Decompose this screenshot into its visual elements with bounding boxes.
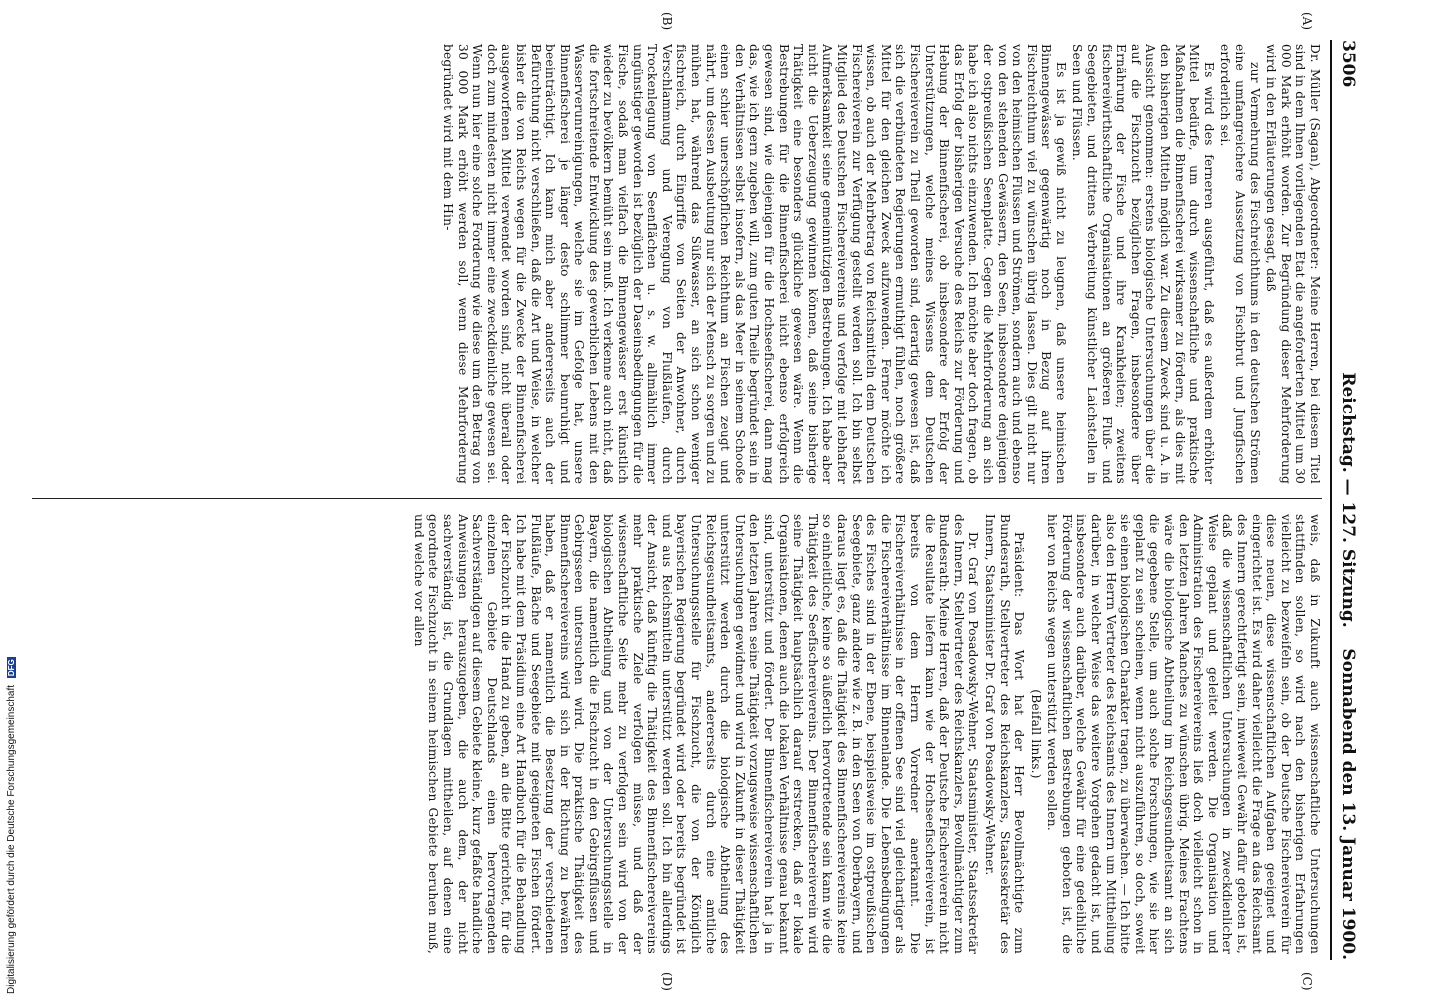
- paragraph: weis, daß in Zukunft auch wissenschaftliche Untersuchungen stattfinden sollen, so wird nach den bisherigen Erfahrungen vielleicht zu bezweifeln sein, ob der Deutsche Fischereiverein für diese neuen, diese wissenschaftlichen Aufgaben geeignet und eingerichtet ist. Es wird daher vielleicht die Frage an das Reichsamt des Innern gerechtfertigt sein, inwieweit Gewähr dafür geboten ist, daß die wissenschaftlichen Untersuchungen in zweckdienlicher Weise geplant und geleitet werden. Die Organisation und Administration des Fischereivereins ließ doch vielleicht schon in den letzten Jahren Manches zu wünschen übrig. Meines Erachtens wäre die biologische Abtheilung im Reichsgesundheitsamt an sich die gegebene Stelle, um auch solche Forschungen, wie sie hier geplant zu sein scheinen, wenn nicht auszuführen, so doch, soweit sie einen biologischen Charakter tragen, zu überwachen. — Ich bitte also den Herrn Vertreter des Reichsamts des Innern um Mittheilung darüber, in welcher Weise das weitere Vorgehen gedacht ist, und insbesondere auch darüber, welche Gewähr für eine gedeihliche Förderung der wissenschaftlichen Bestrebungen geboten ist, die hier von Reichs wegen unterstützt werden sollen.: [1045, 514, 1322, 954]
- applause-note: (Beifall links.): [1028, 689, 1043, 779]
- margin-marker-b: (B): [660, 12, 674, 31]
- dfg-logo-icon: DFG: [7, 659, 16, 677]
- paragraph: Es wird des ferneren ausgeführt, daß es außerdem erhöhter Mittel bedürfe, um durch wissenschaftliche und praktische Maßnahmen die Binnenfischerei wirksamer zu fördern, als dies mit den bisherigen Mitteln möglich war. Zu diesem Zweck sind u. A. in Aussicht genommen: erstens biologische Untersuchungen über die auf die Fischzucht bezüglichen Fragen, insbesondere über Ernährung der Fische und ihre Krankheiten; zweitens fischereiwirthschaftliche Organisationen an größeren Fluß- und Seegebieten, und drittens Verbreitung künstlicher Laichstellen in Seen und Flüssen.: [1070, 44, 1216, 484]
- paragraph: zur Vermehrung des Fischreichthums in den deutschen Strömen eine umfangreichere Aussetzung von Fischbrut und Jungfischen erforderlich sei.: [1218, 44, 1262, 484]
- margin-marker-a: (A): [1300, 12, 1314, 31]
- margin-marker-d: (D): [660, 972, 674, 991]
- page-header: [1330, 40, 1362, 960]
- paragraph: Dr. Müller (Sagan), Abgeordneter: Meine Herren, bei diesem Titel sind in dem Ihnen vorliegenden Etat die angeforderten Mittel um 30 000 Mark erhöht worden. Zur Begründung dieser Mehrforderung wird in den Erläuterungen gesagt, daß: [1264, 44, 1322, 484]
- column-divider: [32, 498, 1322, 499]
- paragraph: Präsident: Das Wort hat der Herr Bevollmächtigte zum Bundesrath, Stellvertreter des Reichskanzlers, Staatssekretär des Innern, Staatsminister Dr. Graf von Posadowsky-Wehner.: [982, 514, 1027, 954]
- paragraph: Es ist ja gewiß nicht zu leugnen, daß unsere heimischen Binnengewässer gegenwärtig noch in Bezug auf ihren Fischreichthum viel zu wünschen übrig lassen. Dies gilt nicht nur von den heimischen Flüssen und Strömen, sondern auch und ebenso von den stehenden Gewässern, den Seen, insbesondere denjenigen der ostpreußischen Seenplatte. Gegen die Mehrforderung an sich habe ich also nichts einzuwenden. Ich möchte aber doch fragen, ob das Erfolg der bisherigen Versuche des Reichs zur Förderung und Hebung der Binnenfischerei, ob insbesondere der Erfolg der Unterstützungen, welche meines Wissens dem Deutschen Fischereiverein zu Theil geworden sind, derartig gewesen ist, daß sich die verbündeten Regierungen ermuthigt fühlen, noch größere Mittel für den gleichen Zweck aufzuwenden. Ferner möchte ich wissen, ob auch der Mehrbetrag von Reichsmitteln dem Deutschen Fischereiverein zur Verfügung gestellt werden soll. Ich bin selbst Mitglied des Deutschen Fischereivereins und verfolge mit lebhafter Aufmerksamkeit seine gemeinnützigen Bestrebungen. Ich habe aber nicht die Ueberzeugung gewinnen können, daß seine bisherige Thätigkeit eine besonders glückliche gewesen wäre. Wenn die Bestrebungen für die Binnenfischerei nicht ebenso erfolgreich gewesen sind, wie diejenigen für die Hochseefischerei, dann mag das, wie ich gern zugeben will, zum guten Theile begründet sein in den Verhältnissen selbst insofern, als das Meer in seinem Schooße einen schier unerschöpflichen Reichthum an Fischen zeugt und nährt, um dessen Ausbeutung nur sich der Mensch zu sorgen und zu mühen hat, während das Süßwasser, an sich schon weniger fischreich, durch Eingriffe von Seiten der Anwohner, durch Verschlammung und Verengung von Flußläufen, durch Trockenlegung von Seenflächen u. s. w. allmählich immer ungünstiger geworden ist bezüglich der Daseinsbedingungen für die Fische, sodaß man vielfach die Binnengewässer erst künstlich wieder zu bevölkern bemüht sein muß. Ich verkenne auch nicht, daß die fortschreitende Entwicklung des gewerblichen Lebens mit den Wasserverunreinigungen, welche sie im Gefolge hat, unsere Binnenfischerei je länger desto schlimmer beunruhigt und beeinträchtigt. Ich kann mich aber andererseits auch der Befürchtung nicht verschließen, daß die Art und Weise, in welcher bisher die von Reichs wegen für die Zwecke der Binnenfischerei ausgeworfenen Mittel verwendet worden sind, nicht überall oder doch zum mindesten nicht immer eine zweckdienliche gewesen sei. Wenn nun hier eine solche Forderung wie diese um den Betrag von 30 000 Mark erhöht werden soll, wenn diese Mehrforderung begründet wird mit dem Hin-: [440, 44, 1068, 484]
- paragraph: Dr. Graf von Posadowsky-Wehner, Staatsminister, Staatssekretär des Innern, Stellvertreter des Reichskanzlers, Bevollmächtigter zum Bundesrath: Meine Herren, daß der Deutsche Fischereiverein nicht die Resultate liefern kann wie der Hochseefischereiverein, ist bereits von dem Herrn Vorredner anerkannt. Die Fischereiverhältnisse in der offenen See sind viel gleichartiger als die Fischereiverhältnisse im Binnenlande. Die Lebensbedingungen des Fisches sind in der Ebene, beispielsweise im ostpreußischen Seegebiete, ganz andere wie z. B. in den Seen von Oberbayern, und daraus liegt es, daß die Thätigkeit des Binnenfischereivereins keine so einheitliche, keine so äußerlich hervortretende sein kann wie die Thätigkeit des Seefischereivereins. Der Binnenfischereiverein wird seine Thätigkeit hauptsächlich darauf erstrecken, daß er lokale Organisationen, denen auch die lokalen Verhältnisse genau bekannt sind, unterstützt und fördert. Der Binnenfischereiverein hat ja in den letzten Jahren seine Thätigkeit vorzugsweise wissenschaftlichen Untersuchungen gewidmet und wird in Zukunft in dieser Thätigkeit unterstützt werden durch die biologische Abtheilung des Reichsgesundheitsamts, andererseits durch eine amtliche Untersuchungsstelle für Fischzucht, die von der Königlich bayerischen Regierung begründet wird oder bereits begründet ist und aus Reichsmitteln unterstützt werden soll. Ich bin allerdings der Ansicht, daß künftig die Thätigkeit des Binnenfischereivereins mehr praktische Ziele verfolgen müsse, und daß der wissenschaftliche Seite mehr zu verfolgen sein wird von der biologischen Abtheilung und von der Untersuchungsstelle in Bayern, die namentlich die Fischzucht in den Gebirgsflüssen und Gebirgsseen untersuchen wird. Die praktische Thätigkeit des Binnenfischereivereins wird sich in der Richtung zu bewähren haben, daß er namentlich die Besetzung der verschiedenen Flußläufe, Bäche und Seegebiete mit geeigneten Fischen fördert. Ich habe mit dem Präsidium eine Art Handbuch für die Behandlung der Fischzucht in die Hand zu geben, an die Bitte gerichtet, für die einzelnen Gebiete Deutschlands einen hervorragenden Sachverständigen auf diesem Gebiete kleine, kurz gefaßte handliche Anweisungen herauszugeben, die auch dem, der nicht sachverständig ist, die Grundlagen mittheilen, auf denen eine geordnete Fischzucht in seinem heimischen Gebiete beruhen muß, und welche vor allen: [411, 514, 981, 954]
- left-column: [32, 44, 1322, 484]
- credit-text: Digitalisierung gefördert durch die Deutsche Forschungsgemeinschaft: [6, 684, 17, 994]
- page-number: 3506: [1338, 40, 1358, 88]
- digitization-credit: [6, 657, 17, 994]
- session-date: Sonnabend den 13. Januar 1900.: [1338, 648, 1358, 960]
- page-title: Reichstag. — 127. Sitzung.: [1338, 372, 1358, 628]
- margin-marker-c: (C): [1300, 972, 1314, 991]
- right-column: [32, 514, 1322, 954]
